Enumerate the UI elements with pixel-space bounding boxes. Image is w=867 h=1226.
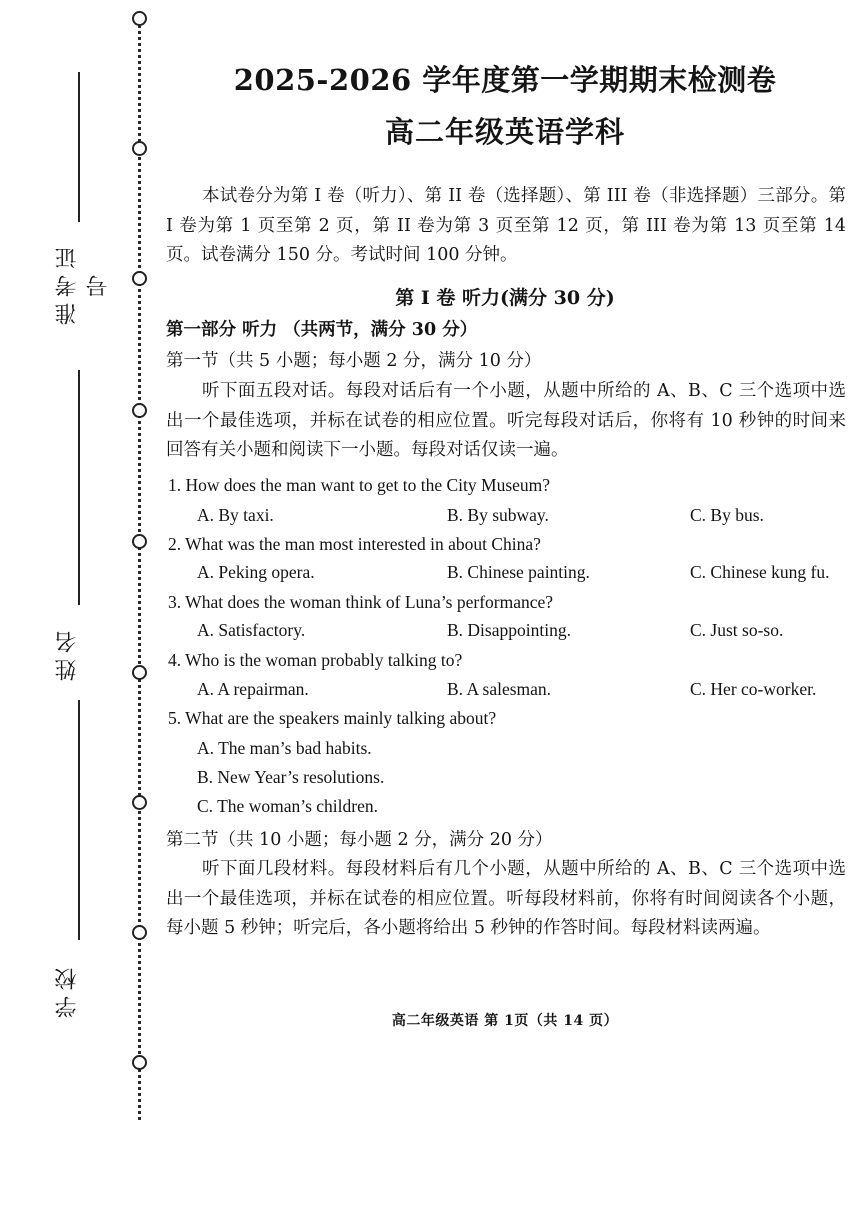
page-footer: 高二年级英语 第 1页（共 14 页） — [391, 1013, 619, 1029]
binding-hole — [132, 11, 147, 26]
question-stem: 4. Who is the woman probably talking to? — [168, 650, 463, 670]
name-write-line[interactable] — [78, 370, 80, 605]
section1-instructions: 听下面五段对话。每段对话后有一个小题，从题中所给的 A、B、C 三个选项中选出一个最佳选项，并标在试卷的相应位置。听完每段对话后，你将有 10 秒钟的时间来回答有关小题和阅读下一小题。每段对话仅读一遍。 — [166, 381, 846, 460]
binding-hole — [132, 534, 147, 549]
option-c: C. Chinese kung fu. — [690, 562, 830, 582]
binding-hole — [132, 1055, 147, 1070]
volume1-heading: 第 I 卷 听力(满分 30 分) — [395, 287, 615, 309]
option-a: A. Peking opera. — [197, 562, 315, 582]
school-write-line[interactable] — [78, 700, 80, 940]
option-b: B. A salesman. — [447, 679, 552, 699]
option-a: A. The man’s bad habits. — [197, 738, 372, 758]
section2-instructions: 听下面几段材料。每段材料后有几个小题，从题中所给的 A、B、C 三个选项中选出一个最佳选项，并标在试卷的相应位置。听每段材料前，你将有时间阅读各个小题，每小题 5 秒钟；听完后，各小题将给出 5 秒钟的作答时间。每段材料读两遍。 — [166, 859, 846, 938]
binding-hole — [132, 403, 147, 418]
binding-hole — [132, 665, 147, 680]
binding-hole — [132, 795, 147, 810]
binding-hole — [132, 271, 147, 286]
option-b: B. Chinese painting. — [447, 562, 590, 582]
part1-heading: 第一部分 听力 （共两节，满分 30 分） — [166, 320, 478, 340]
section1-heading: 第一节（共 5 小题；每小题 2 分，满分 10 分） — [166, 351, 542, 371]
option-a: A. Satisfactory. — [197, 620, 306, 640]
option-b: B. By subway. — [447, 505, 549, 525]
exam-id-label: 准考证号 — [55, 241, 111, 325]
intro-paragraph: 本试卷分为第 I 卷（听力）、第 II 卷（选择题）、第 III 卷（非选择题）三部分。第 I 卷为第 1 页至第 2 页，第 II 卷为第 3 页至第 12 页，第 III 卷为第 13 页至第 14 页。试卷满分 150 分。考试时间 100 分钟。 — [166, 186, 846, 265]
exam-subtitle: 高二年级英语学科 — [384, 115, 625, 149]
question-stem: 1. How does the man want to get to the City Museum? — [168, 475, 551, 495]
option-c: C. Just so-so. — [690, 620, 784, 640]
option-c: C. Her co-worker. — [690, 679, 817, 699]
binding-dotted-line — [138, 18, 141, 1120]
exam-title: 2025-2026 学年度第一学期期末检测卷 — [233, 63, 777, 97]
option-c: C. By bus. — [690, 505, 764, 525]
question-stem: 2. What was the man most interested in about China? — [168, 534, 541, 554]
binding-hole — [132, 925, 147, 940]
section2-heading: 第二节（共 10 小题；每小题 2 分，满分 20 分） — [166, 830, 553, 850]
option-a: A. A repairman. — [197, 679, 309, 699]
option-b: B. Disappointing. — [447, 620, 571, 640]
question-stem: 5. What are the speakers mainly talking about? — [168, 708, 497, 728]
option-c: C. The woman’s children. — [197, 796, 378, 816]
binding-hole — [132, 141, 147, 156]
option-a: A. By taxi. — [197, 505, 274, 525]
school-label: 学校 — [55, 962, 80, 1018]
question-stem: 3. What does the woman think of Luna’s performance? — [168, 592, 554, 612]
name-label: 姓名 — [55, 625, 80, 681]
option-b: B. New Year’s resolutions. — [197, 767, 385, 787]
exam-id-write-line[interactable] — [78, 72, 80, 222]
